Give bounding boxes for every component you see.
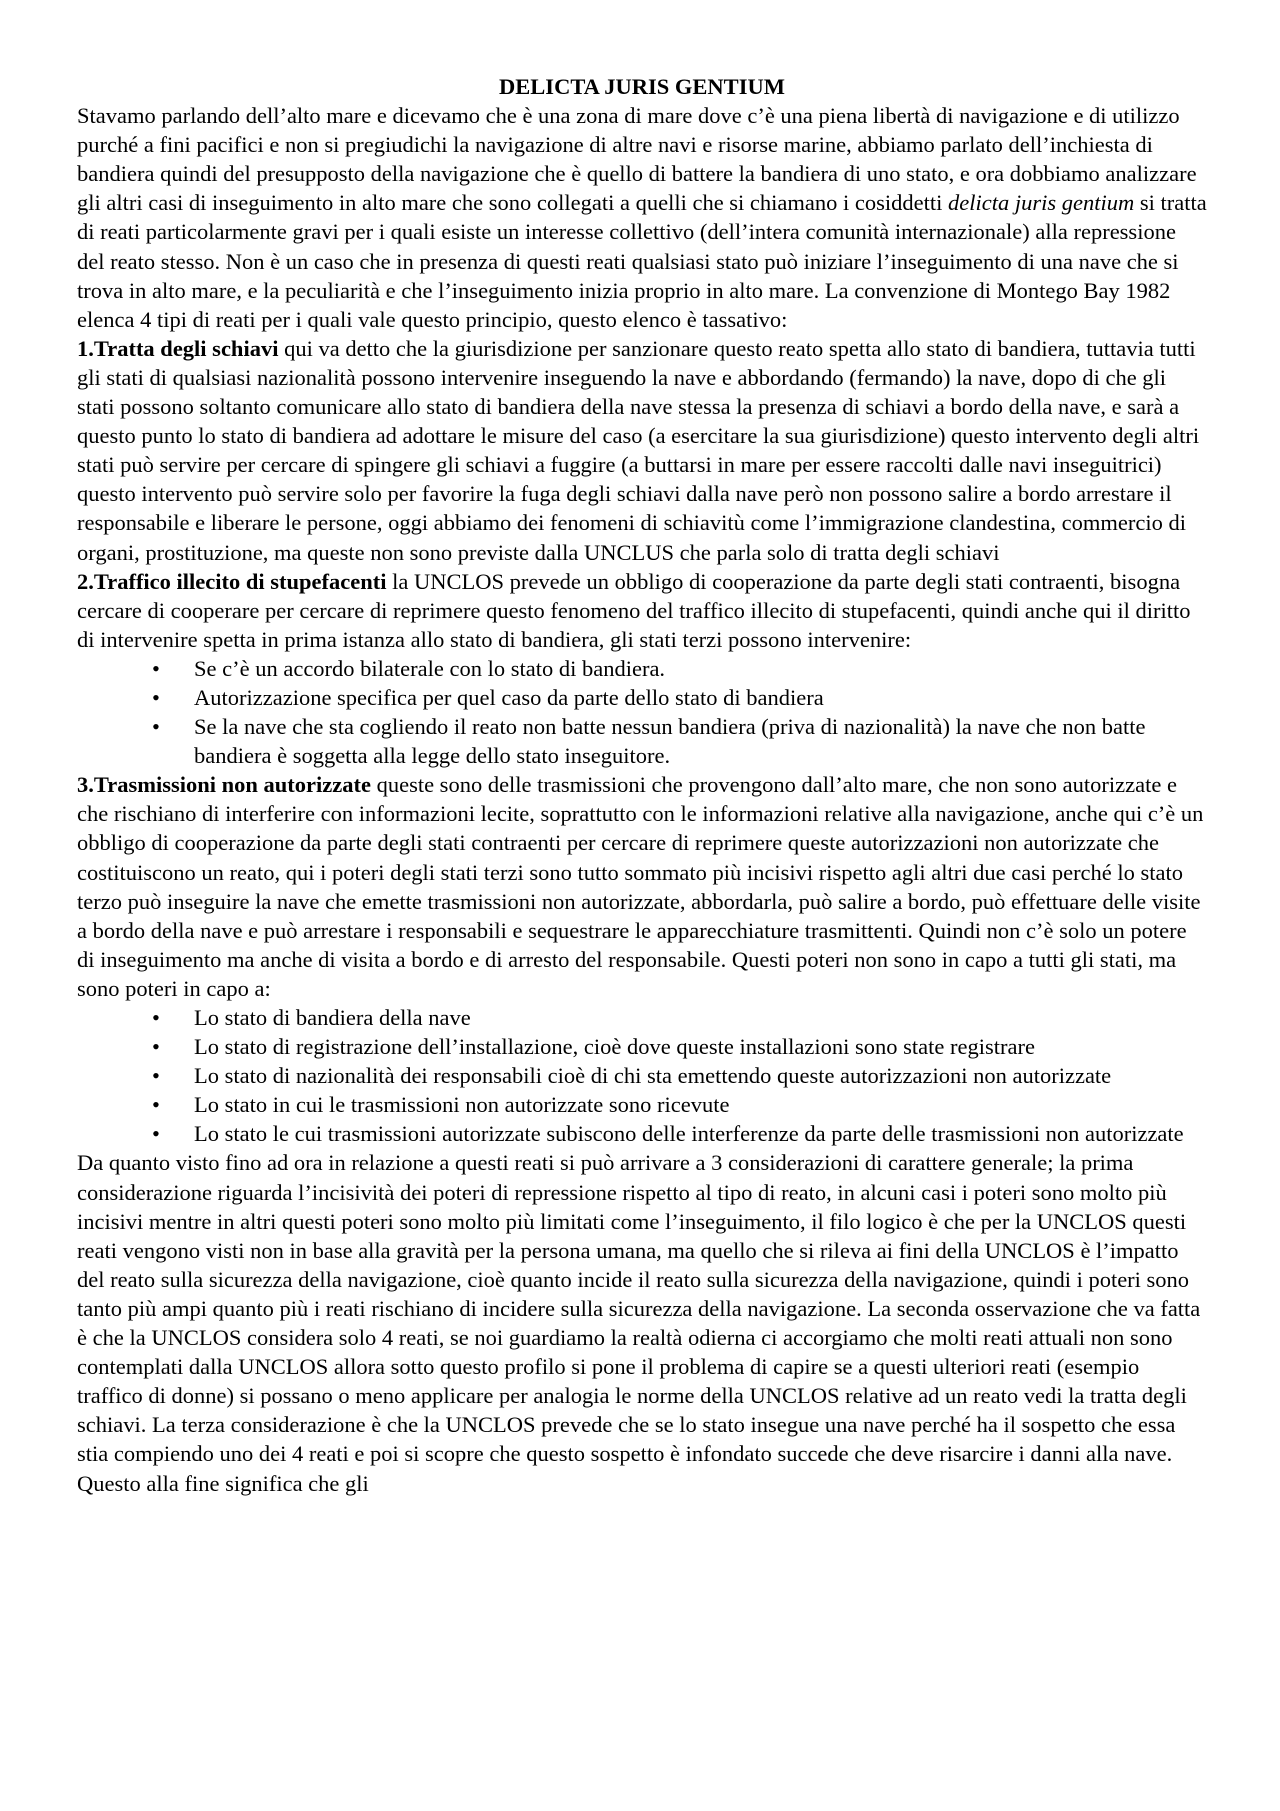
list-item: • Autorizzazione specifica per quel caso da parte dello stato di bandiera — [77, 683, 1207, 712]
list-item: • Lo stato di nazionalità dei responsabili cioè di chi sta emettendo queste autorizzazioni non autorizzate — [77, 1061, 1207, 1090]
list-item: • Lo stato di bandiera della nave — [77, 1003, 1207, 1032]
section-3-paragraph — [77, 770, 1207, 1003]
list-item: • Se c’è un accordo bilaterale con lo stato di bandiera. — [77, 654, 1207, 683]
section-3-text: queste sono delle trasmissioni che provengono dall’alto mare, che non sono autorizzate e che rischiano di interferire con informazioni lecite, soprattutto con le informazioni relative alla navigazione, anche qui c’è un obbligo di cooperazione da parte degli stati contraenti per cercare di reprimere queste autorizzazioni non autorizzate che costituiscono un reato, qui i poteri degli stati terzi sono tutto sommato più incisivi rispetto agli altri due casi perché lo stato terzo può inseguire la nave che emette trasmissioni non autorizzate, abbordarla, può salire a bordo, può effettuare delle visite a bordo della nave e può arrestare i responsabili e sequestrare le apparecchiature trasmittenti. Quindi non c’è solo un potere di inseguimento ma anche di visita a bordo e di arresto del responsabile. Questi poteri non sono in capo a tutti gli stati, ma sono poteri in capo a: — [77, 772, 1204, 1001]
section-3-heading: 3.Trasmissioni non autorizzate — [77, 772, 371, 798]
list-item: • Lo stato le cui trasmissioni autorizzate subiscono delle interferenze da parte delle trasmissioni non autorizzate — [77, 1119, 1207, 1148]
conclusion-paragraph: Da quanto visto fino ad ora in relazione a questi reati si può arrivare a 3 considerazioni di carattere generale; la prima considerazione riguarda l’incisività dei poteri di repressione rispetto al tipo di reato, in alcuni casi i poteri sono molto più incisivi mentre in altri questi poteri sono molto più limitati come l’inseguimento, il filo logico è che per la UNCLOS questi reati vengono visti non in base alla gravità per la persona umana, ma quello che si rileva ai fini della UNCLOS è l’impatto del reato sulla sicurezza della navigazione, cioè quanto incide il reato sulla sicurezza della navigazione, quindi i poteri sono tanto più ampi quanto più i reati rischiano di incidere sulla sicurezza della navigazione. La seconda osservazione che va fatta è che la UNCLOS considera solo 4 reati, se noi guardiamo la realtà odierna ci accorgiamo che molti reati attuali non sono contemplati dalla UNCLOS allora sotto questo profilo si pone il problema di capire se a questi ulteriori reati (esempio traffico di donne) si possano o meno applicare per analogia le norme della UNCLOS relative ad un reato vedi la tratta degli schiavi. La terza considerazione è che la UNCLOS prevede che se lo stato insegue una nave perché ha il sospetto che essa stia compiendo uno dei 4 reati e poi si scopre che questo sospetto è infondato succede che deve risarcire i danni alla nave. Questo alla fine significa che gli — [77, 1150, 1201, 1496]
section-2-paragraph — [77, 567, 1207, 654]
section-1-text: qui va detto che la giurisdizione per sanzionare questo reato spetta allo stato di bandiera, tuttavia tutti gli stati di qualsiasi nazionalità possono intervenire inseguendo la nave e abbordando (fermando) la nave, dopo di che gli stati possono soltanto comunicare allo stato di bandiera della nave stessa la presenza di schiavi a bordo della nave, e sarà a questo punto lo stato di bandiera ad adottare le misure del caso (a esercitare la sua giurisdizione) questo intervento degli altri stati può servire per cercare di spingere gli schiavi a fuggire (a buttarsi in mare per essere raccolti dalle navi inseguitrici) questo intervento può servire solo per favorire la fuga degli schiavi dalla nave però non possono salire a bordo arrestare il responsabile e liberare le persone, oggi abbiamo dei fenomeni di schiavitù come l’immigrazione clandestina, commercio di organi, prostituzione, ma queste non sono previste dalla UNCLUS che parla solo di tratta degli schiavi — [77, 335, 1200, 565]
intro-text-start: Stavamo parlando dell’alto mare e dicevamo che è una zona di mare dove c’è una piena libertà di navigazione e di utilizzo purché a fini pacifici e non si pregiudichi la navigazione di altre navi e risorse marine, abbiamo parlato dell’inchiesta di bandiera quindi del presupposto della navigazione che è quello di battere la bandiera di uno stato, e ora dobbiamo analizzare gli altri casi di inseguimento in alto mare che sono collegati a quelli che si chiamano i cosiddetti — [77, 103, 1197, 216]
intro-text-end: si tratta di reati particolarmente gravi per i quali esiste un interesse collettivo (dell’intera comunità internazionale) alla repressione del reato stesso. Non è un caso che in presenza di questi reati qualsiasi stato può iniziare l’inseguimento di una nave che si trova in alto mare, e la peculiarità e che l’inseguimento inizia proprio in alto mare. La convenzione di Montego Bay 1982 elenca 4 tipi di reati per i quali vale questo principio, questo elenco è tassativo: — [77, 190, 1207, 332]
document-title: DELICTA JURIS GENTIUM — [499, 74, 785, 99]
intro-italic-term: delicta juris gentium — [948, 190, 1135, 216]
section-2-text: la UNCLOS prevede un obbligo di cooperazione da parte degli stati contraenti, bisogna cercare di cooperare per cercare di reprimere questo fenomeno del traffico illecito di stupefacenti, quindi anche qui il diritto di intervenire spetta in prima istanza allo stato di bandiera, gli stati terzi possono intervenire: — [77, 568, 1191, 652]
document-page — [77, 72, 1207, 1498]
section-1-heading: 1.Tratta degli schiavi — [77, 335, 279, 361]
list-item: • Lo stato di registrazione dell’installazione, cioè dove queste installazioni sono state registrare — [77, 1032, 1207, 1061]
section-2-heading: 2.Traffico illecito di stupefacenti — [77, 568, 387, 594]
list-item: • Se la nave che sta cogliendo il reato non batte nessun bandiera (priva di nazionalità) la nave che non batte bandiera è soggetta alla legge dello stato inseguitore. — [77, 712, 1207, 770]
intro-paragraph — [77, 101, 1207, 334]
list-item: • Lo stato in cui le trasmissioni non autorizzate sono ricevute — [77, 1090, 1207, 1119]
section-2-bullet-list — [77, 654, 1207, 770]
section-1-paragraph — [77, 334, 1207, 567]
section-3-bullet-list — [77, 1003, 1207, 1148]
